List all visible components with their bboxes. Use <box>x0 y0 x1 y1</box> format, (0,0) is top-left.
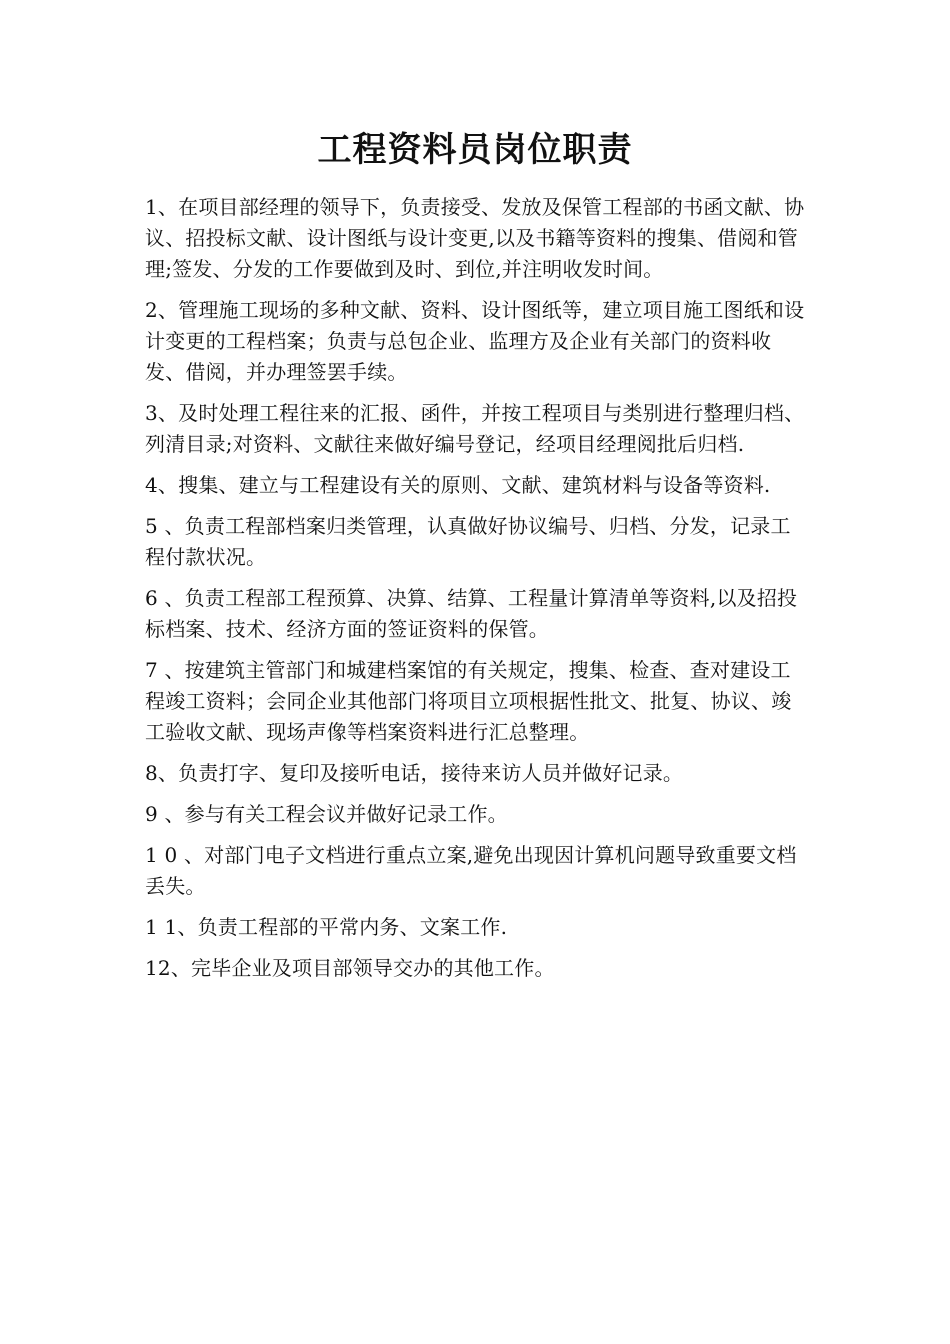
paragraph-10: 1 0 、对部门电子文档进行重点立案,避免出现因计算机问题导致重要文档丢失。 <box>145 843 797 898</box>
paragraph-4: 4、搜集、建立与工程建设有关的原则、文献、建筑材料与设备等资料. <box>145 473 771 497</box>
paragraph-5: 5 、负责工程部档案归类管理，认真做好协议编号、归档、分发，记录工程付款状况。 <box>145 514 791 569</box>
paragraph-3: 3、及时处理工程往来的汇报、函件，并按工程项目与类别进行整理归档、列清目录;对资料、文献往来做好编号登记，经项目经理阅批后归档. <box>145 401 805 456</box>
paragraph-2: 2、管理施工现场的多种文献、资料、设计图纸等，建立项目施工图纸和设计变更的工程档案；负责与总包企业、监理方及企业有关部门的资料收发、借阅，并办理签罢手续。 <box>145 298 805 384</box>
paragraph-7: 7 、按建筑主管部门和城建档案馆的有关规定，搜集、检查、查对建设工程竣工资料；会同企业其他部门将项目立项根据性批文、批复、协议、竣工验收文献、现场声像等档案资料进行汇总整理。 <box>145 658 792 744</box>
paragraph-1: 1、在项目部经理的领导下，负责接受、发放及保管工程部的书函文献、协议、招投标文献、设计图纸与设计变更,以及书籍等资料的搜集、借阅和管理;签发、分发的工作要做到及时、到位,并注明收发时间。 <box>145 195 805 281</box>
paragraph-11: 1 1、负责工程部的平常内务、文案工作. <box>145 915 508 939</box>
paragraph-9: 9 、参与有关工程会议并做好记录工作。 <box>145 802 508 826</box>
paragraph-6: 6 、负责工程部工程预算、决算、结算、工程量计算清单等资料,以及招投标档案、技术、经济方面的签证资料的保管。 <box>145 586 798 641</box>
document-body <box>145 192 810 994</box>
document-title: 工程资料员岗位职责 <box>317 130 633 170</box>
paragraph-8: 8、负责打字、复印及接听电话，接待来访人员并做好记录。 <box>145 761 684 785</box>
paragraph-12: 12、完毕企业及项目部领导交办的其他工作。 <box>145 956 555 980</box>
